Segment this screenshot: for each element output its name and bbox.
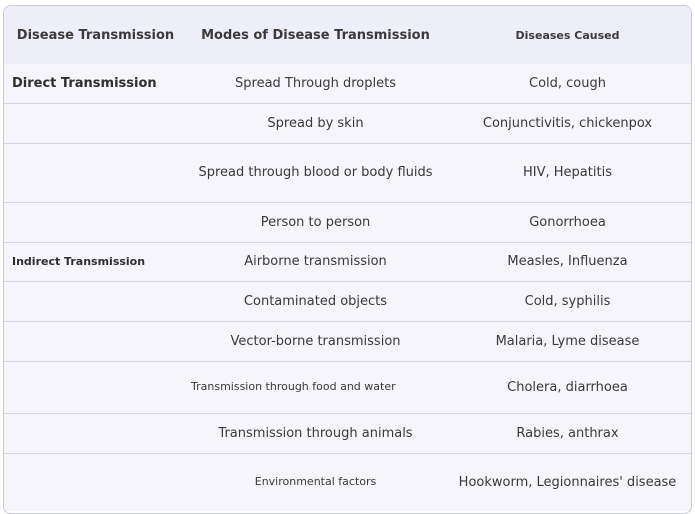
category-cell: Direct Transmission: [12, 75, 157, 91]
table-row: [4, 321, 691, 361]
mode-cell: Contaminated objects: [243, 293, 388, 309]
category-cell: Indirect Transmission: [12, 255, 146, 268]
transmission-table-container: [3, 5, 692, 514]
mode-cell: Airborne transmission: [244, 254, 387, 269]
mode-cell: Spread Through droplets: [235, 75, 396, 91]
mode-cell: Environmental factors: [254, 475, 377, 489]
table-row: [4, 361, 691, 413]
category-cell: [4, 361, 187, 413]
category-cell: [4, 453, 187, 511]
table-row: [4, 453, 691, 511]
diseases-cell: Gonorrhoea: [529, 214, 606, 230]
diseases-cell: Cold, syphilis: [524, 293, 611, 309]
diseases-cell: Measles, Influenza: [507, 254, 628, 269]
diseases-cell: Hookworm, Legionnaires' disease: [458, 474, 677, 490]
category-cell: [4, 321, 187, 361]
header-disease-transmission: Disease Transmission: [16, 27, 175, 43]
mode-cell: Transmission through animals: [218, 425, 413, 441]
header-modes: Modes of Disease Transmission: [201, 27, 430, 43]
table-row: [4, 64, 691, 103]
transmission-table: [4, 6, 691, 511]
mode-cell: Spread through blood or body fluids: [198, 165, 433, 180]
mode-cell: Person to person: [260, 214, 371, 230]
diseases-cell: HIV, Hepatitis: [523, 165, 612, 180]
table-row: [4, 103, 691, 143]
table-row: [4, 202, 691, 242]
diseases-cell: Malaria, Lyme disease: [495, 333, 640, 349]
diseases-cell: Conjunctivitis, chickenpox: [482, 115, 653, 131]
mode-cell: Vector-borne transmission: [230, 333, 401, 349]
diseases-cell: Cold, cough: [529, 75, 606, 91]
category-cell: [4, 103, 187, 143]
table-header-row: [4, 6, 691, 64]
mode-cell: Transmission through food and water: [191, 380, 396, 393]
category-cell: [4, 281, 187, 321]
header-diseases-caused: Diseases Caused: [515, 28, 620, 42]
table-row: [4, 281, 691, 321]
category-cell: [4, 202, 187, 242]
table-row: [4, 143, 691, 202]
mode-cell: Spread by skin: [267, 115, 364, 131]
table-row: [4, 242, 691, 281]
diseases-cell: Cholera, diarrhoea: [507, 379, 628, 395]
category-cell: [4, 143, 187, 202]
category-cell: [4, 413, 187, 453]
diseases-cell: Rabies, anthrax: [516, 425, 619, 441]
table-row: [4, 413, 691, 453]
